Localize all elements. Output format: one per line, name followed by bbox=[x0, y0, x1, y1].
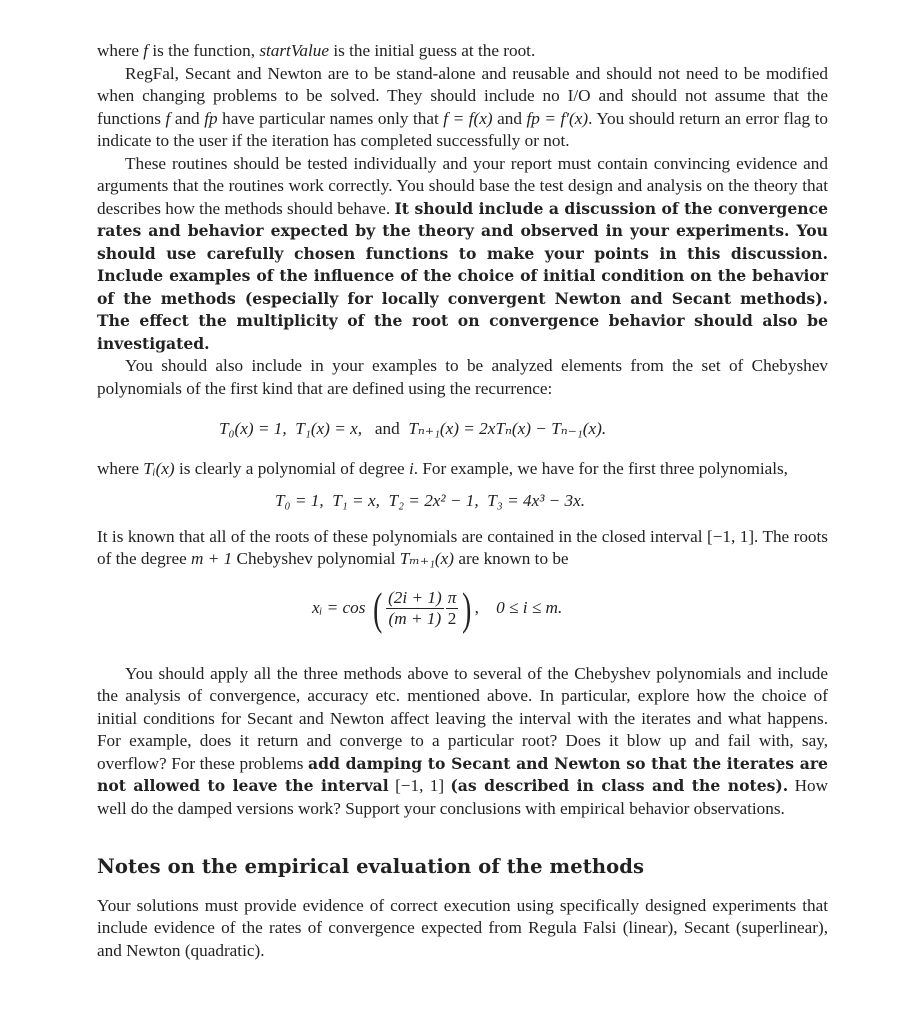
paragraph-function-def: where f is the function, startValue is the initial guess at the root. bbox=[97, 41, 536, 60]
equation-recurrence: T₀(x) = 1, T₁(x) = x, and Tₙ₊₁(x) = 2xTₙ(x) − Tₙ₋₁(x). bbox=[219, 419, 607, 438]
paragraph-testing: These routines should be tested individually and your report must contain convincing evidence and arguments that the routines work correctly. You should base the test design and analysis on the theory that describes how the methods should behave. It should include a discussion of the convergence rates and behavior expected by the theory and observed in your experiments. You should use carefully chosen functions to make your points in this discussion. Include examples of the influence of the choice of initial condition on the behavior of the methods (especially for locally convergent Newton and Secant methods). The effect the multiplicity of the root on convergence behavior should also be investigated. bbox=[97, 153, 829, 353]
document-page bbox=[97, 40, 828, 962]
math-f-of-x: f = f(x) bbox=[443, 108, 493, 128]
math-fp-of-x: fp = f′(x) bbox=[526, 108, 589, 128]
section-heading: Notes on the empirical evaluation of the methods bbox=[97, 855, 645, 878]
math-startvalue: startValue bbox=[259, 41, 330, 60]
equation-roots-formula: xᵢ = cos ( $\frac{(2i + 1)}{(m + 1)}$ $\frac{\pi}{2}$ ) , 0 ≤ i ≤ m. bbox=[312, 582, 563, 634]
paragraph-roots: It is known that all of the roots of these polynomials are contained in the closed interval [−1, 1]. The roots of the degree m + 1 Chebyshev polynomial Tₘ₊₁(x) are known to be bbox=[97, 526, 828, 568]
paragraph-evaluation: Your solutions must provide evidence of correct execution using specifically designed experiments that include evidence of the rates of convergence expected from Regula Falsi (linear), Secant (superlinear), and Newton (quadratic). bbox=[97, 895, 828, 960]
paragraph-chebyshev-intro: You should also include in your examples to be analyzed elements from the set of Chebyshev polynomials of the first kind that are defined using the recurrence: bbox=[97, 356, 828, 398]
paragraph-standalone: RegFal, Secant and Newton are to be stand-alone and reusable and should not need to be modified when changing problems to be solved. They should include no I/O and should not assume that the functions f and fp have particular names only that f = f(x) and fp = f′(x). You should return an error flag to indicate to the user if the iteration has completed successfully or not. bbox=[97, 63, 828, 150]
paragraph-apply-methods: You should apply all the three methods above to several of the Chebyshev polynomials and include the analysis of convergence, accuracy etc. mentioned above. In particular, explore how the choice of initial conditions for Secant and Newton affect leaving the interval with the iterates and what happens. For example, does it return and converge to a particular root? Does it blow up and fail with, say, overflow? For these problems add damping to Secant and Newton so that the iterates are not allowed to leave the interval [−1, 1] (as described in class and the notes). How well do the damped versions work? Support your conclusions with empirical behavior observations. bbox=[97, 663, 828, 818]
bold-requirements: It should include a discussion of the convergence rates and behavior expected by the theory and observed in your experiments. You should use carefully chosen functions to make your points in this discussion. Include examples of the influence of the choice of initial condition on the behavior of the methods (especially for locally convergent Newton and Secant methods). The effect the multiplicity of the root on convergence behavior should also be investigated. bbox=[97, 198, 829, 353]
paragraph-degree: where Tᵢ(x) is clearly a polynomial of degree i. For example, we have for the first three polynomials, bbox=[97, 458, 788, 478]
equation-first-polynomials: T₀ = 1, T₁ = x, T₂ = 2x² − 1, T₃ = 4x³ − 3x. bbox=[275, 491, 586, 510]
math-f: f bbox=[143, 41, 149, 60]
